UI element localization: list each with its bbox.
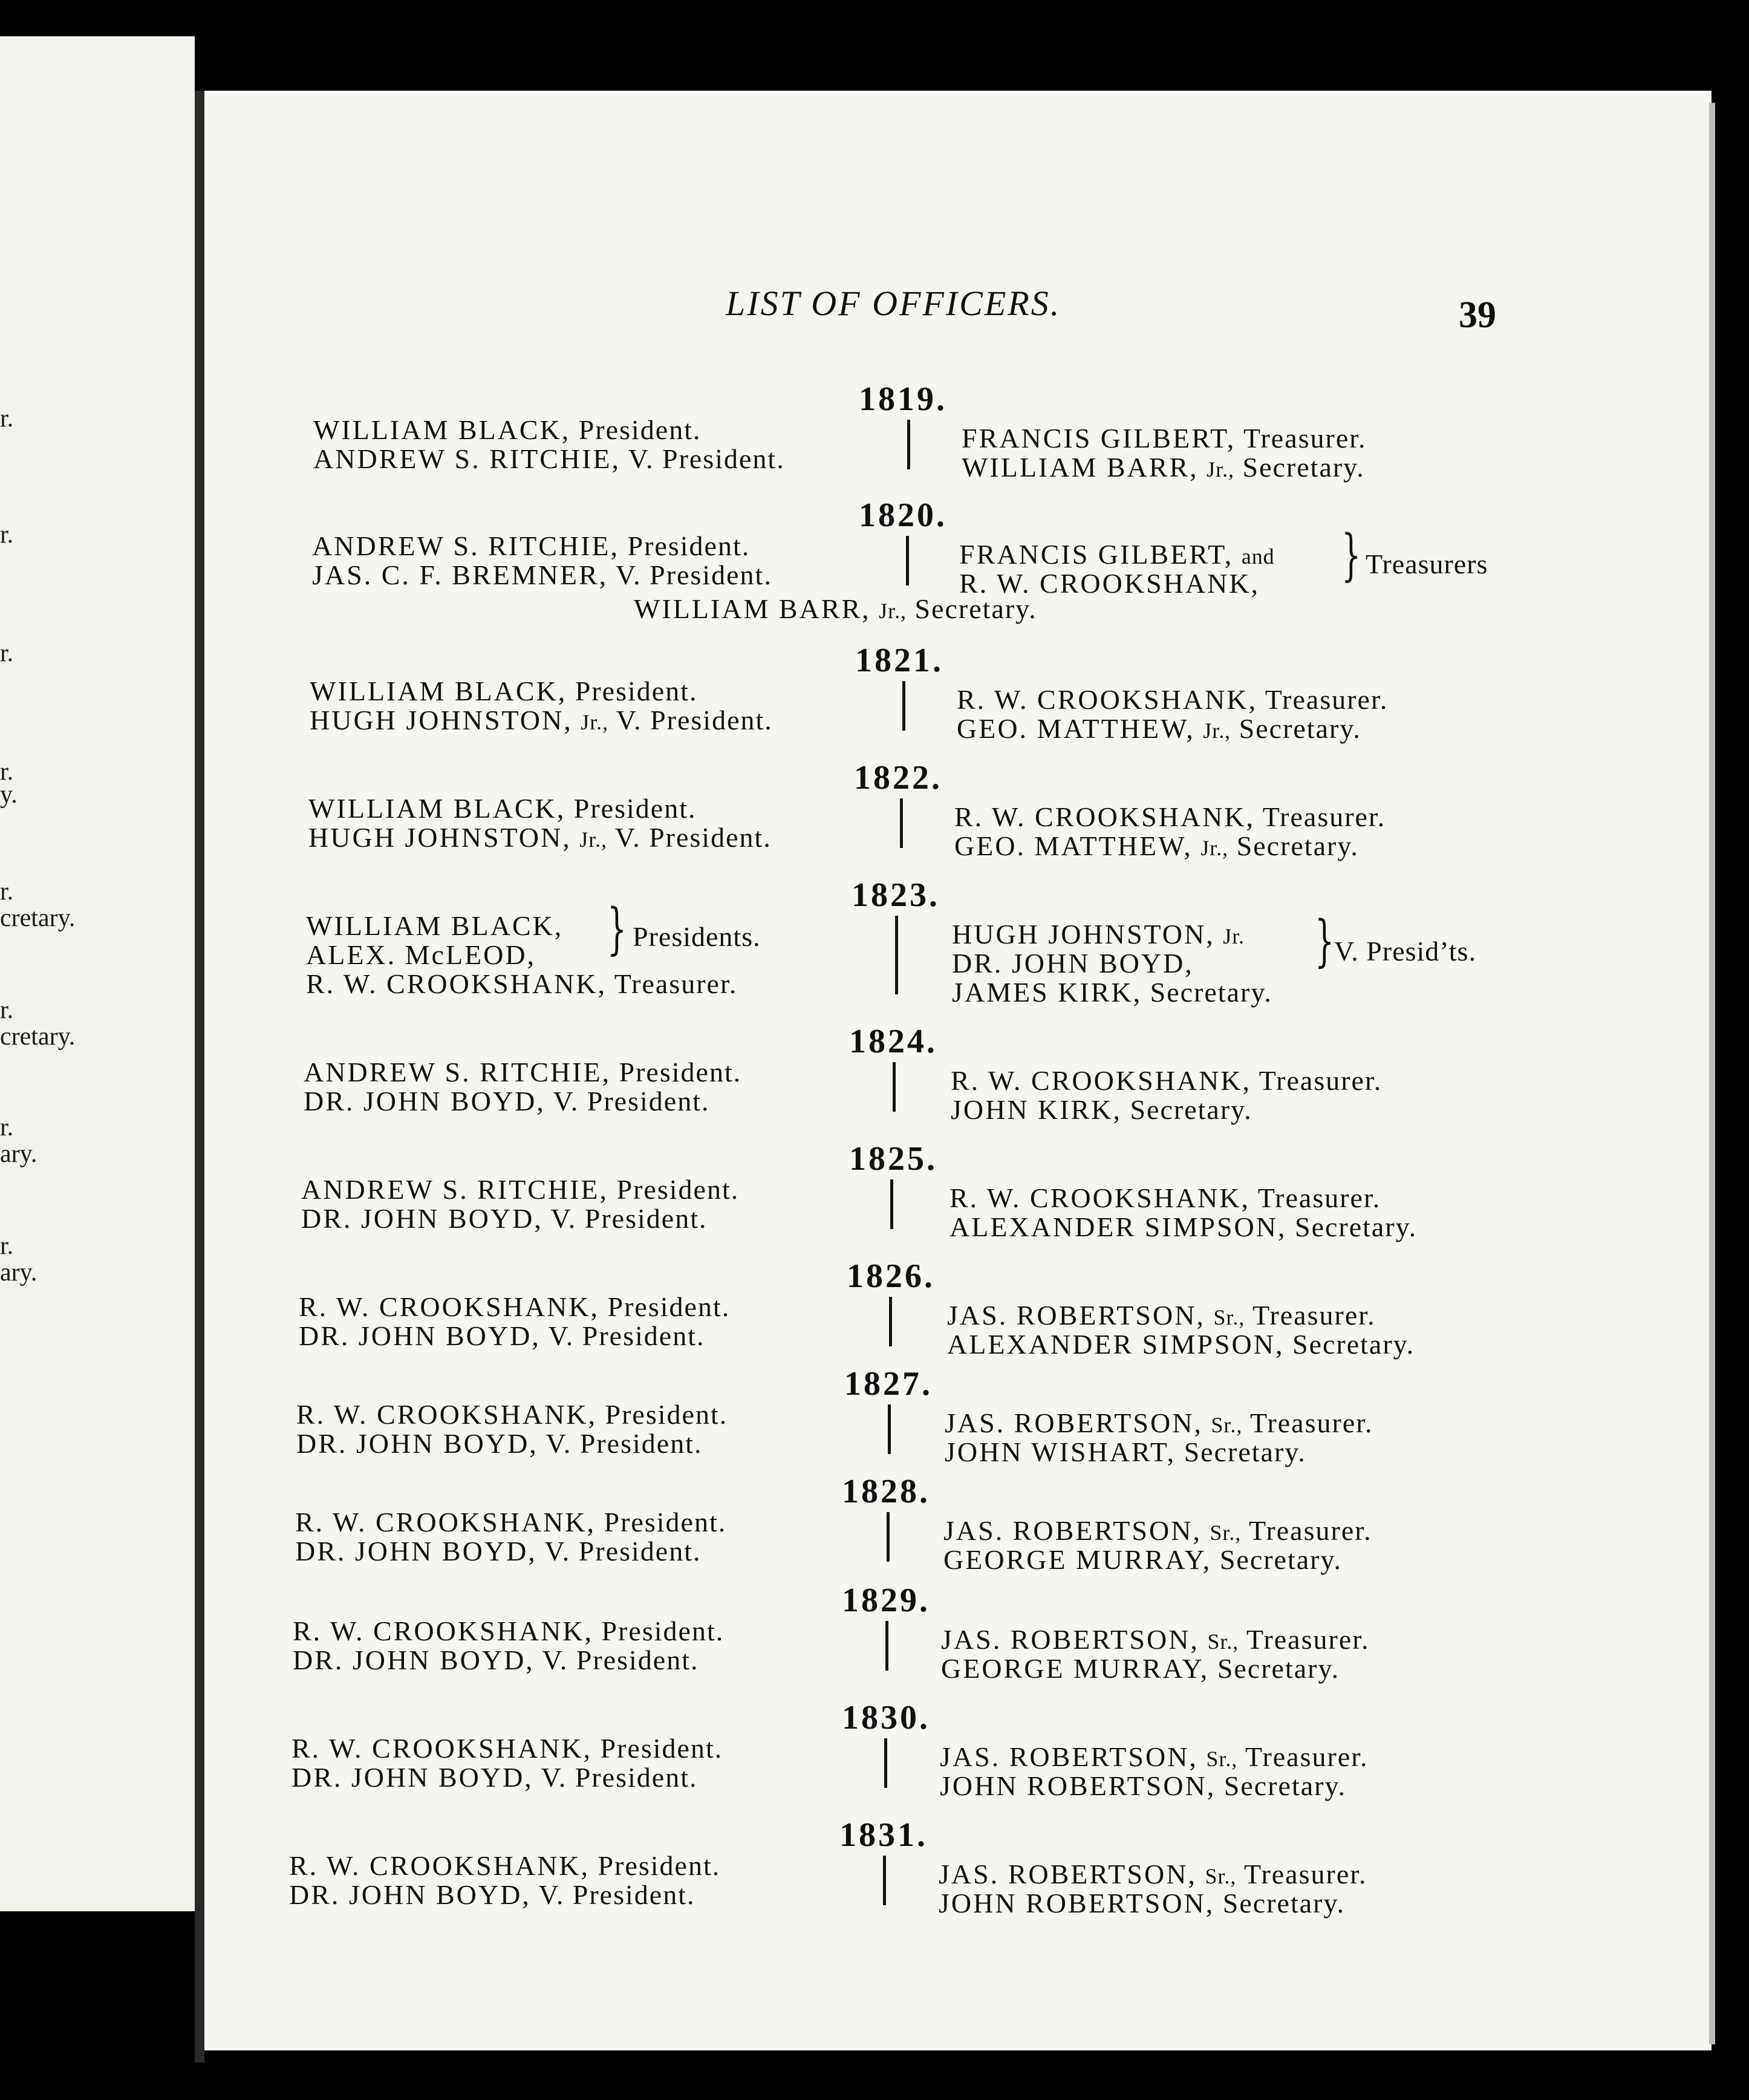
officer-name: DR. JOHN BOYD, xyxy=(301,1203,543,1234)
officer-line xyxy=(308,792,696,824)
officer-line xyxy=(940,1770,1346,1802)
officer-role: Treasurer. xyxy=(1246,1624,1370,1655)
name-suffix: Sr., xyxy=(1211,1413,1243,1437)
officer-line xyxy=(306,910,563,942)
officer-line xyxy=(296,1398,728,1430)
officer-name: JAS. ROBERTSON, xyxy=(941,1624,1199,1655)
officer-name: R. W. CROOKSHANK, xyxy=(949,1182,1251,1213)
officer-role: President. xyxy=(578,414,702,445)
officer-role: V. President. xyxy=(615,559,772,590)
officer-role: President. xyxy=(607,1291,731,1322)
officer-line xyxy=(289,1850,720,1882)
brace-icon: } xyxy=(1341,523,1361,587)
officer-name: ANDREW S. RITCHIE, xyxy=(312,530,620,561)
officer-name: DR. JOHN BOYD, xyxy=(295,1536,537,1567)
left-fragment: r. xyxy=(0,1114,14,1141)
officer-name: GEO. MATTHEW, xyxy=(957,713,1195,744)
officer-line xyxy=(292,1732,723,1764)
brace-label: Treasurers xyxy=(1366,549,1488,579)
officer-name: JAS. ROBERTSON, xyxy=(940,1741,1198,1772)
officer-line xyxy=(945,1436,1306,1468)
year-heading: 1829. xyxy=(842,1582,930,1619)
officer-line xyxy=(313,414,701,446)
officer-name: R. W. CROOKSHANK, xyxy=(299,1291,600,1322)
officer-name: WILLIAM BLACK, xyxy=(306,910,564,941)
running-title: LIST OF OFFICERS. xyxy=(726,284,1061,323)
officer-role: V. President. xyxy=(538,1879,695,1910)
officer-line xyxy=(293,1644,699,1676)
column-divider xyxy=(893,1062,896,1112)
officer-line xyxy=(954,830,1359,862)
page-number: 39 xyxy=(1459,295,1496,336)
officer-name: JAS. ROBERTSON, xyxy=(943,1515,1202,1546)
column-divider xyxy=(902,681,905,731)
officer-line xyxy=(289,1879,695,1911)
officer-line xyxy=(310,704,773,736)
officer-name: ALEXANDER SIMPSON, xyxy=(947,1329,1285,1360)
officer-name: JAS. C. F. BREMNER, xyxy=(312,559,608,590)
officer-name: JOHN ROBERTSON, xyxy=(939,1888,1215,1919)
year-heading: 1825. xyxy=(849,1140,937,1178)
name-suffix: Sr., xyxy=(1213,1305,1245,1329)
officer-line xyxy=(947,1328,1415,1360)
year-heading: 1826. xyxy=(847,1257,935,1295)
officer-role: Secretary. xyxy=(914,593,1037,624)
officer-role: President. xyxy=(605,1399,728,1430)
officer-line xyxy=(962,451,1365,483)
officer-line xyxy=(295,1506,726,1538)
officer-line xyxy=(943,1515,1372,1547)
officer-line xyxy=(293,1615,724,1647)
officer-role: President. xyxy=(616,1174,740,1205)
left-fragment: cretary. xyxy=(0,904,76,932)
name-suffix: Sr., xyxy=(1207,1629,1239,1654)
brace-icon: } xyxy=(1315,908,1335,973)
officer-name: WILLIAM BLACK, xyxy=(308,793,566,824)
officer-name: JAMES KIRK, xyxy=(952,977,1142,1008)
officer-role: President. xyxy=(604,1507,727,1538)
year-heading: 1819. xyxy=(859,380,947,418)
officer-line xyxy=(947,1299,1376,1331)
name-suffix: Sr., xyxy=(1205,1864,1237,1888)
officer-role: Secretary. xyxy=(1294,1211,1418,1242)
officer-line xyxy=(951,1065,1382,1097)
officer-name: R. W. CROOKSHANK, xyxy=(959,568,1260,599)
officer-name: JOHN KIRK, xyxy=(951,1094,1122,1125)
officer-name: R. W. CROOKSHANK, xyxy=(293,1616,594,1646)
column-divider xyxy=(895,916,898,994)
officer-role: Secretary. xyxy=(1219,1544,1342,1575)
year-heading: 1831. xyxy=(839,1816,928,1854)
officer-line xyxy=(952,976,1272,1008)
column-divider xyxy=(907,420,910,469)
officer-name: ANDREW S. RITCHIE, xyxy=(304,1057,611,1088)
officer-line xyxy=(312,530,750,562)
officer-name: ALEXANDER SIMPSON, xyxy=(949,1211,1287,1242)
officer-role: V. President. xyxy=(550,1203,708,1234)
officer-name: GEORGE MURRAY, xyxy=(941,1653,1210,1684)
officer-name: DR. JOHN BOYD, xyxy=(296,1428,538,1459)
column-divider xyxy=(884,1738,887,1788)
officer-role: Treasurer. xyxy=(1243,1859,1367,1890)
page-edge xyxy=(1709,103,1715,2044)
officer-role: Secretary. xyxy=(1223,1770,1346,1801)
brace-icon: } xyxy=(607,896,627,961)
year-heading: 1821. xyxy=(855,642,943,679)
previous-page-fragment xyxy=(0,36,195,1911)
officer-role: V. President. xyxy=(553,1086,710,1117)
officer-line xyxy=(310,675,697,707)
officer-line xyxy=(299,1320,705,1352)
officer-role: Treasurer. xyxy=(614,968,738,999)
officer-role: Secretary. xyxy=(1150,977,1272,1008)
officer-line xyxy=(939,1858,1367,1890)
year-heading: 1828. xyxy=(842,1473,930,1510)
officer-line xyxy=(941,1623,1370,1655)
officer-role: President. xyxy=(627,530,751,561)
conjunction: and xyxy=(1241,544,1275,569)
officer-name: JAS. ROBERTSON, xyxy=(947,1300,1205,1331)
officer-role: V. President. xyxy=(616,705,773,735)
book-gutter xyxy=(195,91,204,2062)
officer-name: JOHN WISHART, xyxy=(945,1436,1176,1467)
column-divider xyxy=(890,1179,893,1229)
officer-line xyxy=(306,968,737,1000)
left-fragment: ary. xyxy=(0,1140,37,1168)
officer-role: Secretary. xyxy=(1292,1329,1415,1360)
name-suffix: Sr., xyxy=(1210,1521,1242,1545)
officer-role: Secretary. xyxy=(1236,830,1359,861)
name-suffix: Sr., xyxy=(1206,1747,1238,1771)
officer-line xyxy=(634,593,1037,625)
officer-role: Treasurer. xyxy=(1252,1300,1376,1331)
officer-role: President. xyxy=(575,676,698,706)
name-suffix: Jr. xyxy=(1223,924,1245,948)
officer-role: V. President. xyxy=(541,1762,698,1793)
officer-line xyxy=(941,1652,1340,1684)
officer-name: R. W. CROOKSHANK, xyxy=(292,1733,593,1764)
officer-role: V. President. xyxy=(628,443,785,474)
officer-name: JAS. ROBERTSON, xyxy=(945,1407,1203,1438)
officer-role: President. xyxy=(598,1850,721,1881)
year-heading: 1830. xyxy=(842,1699,930,1736)
officer-name: R. W. CROOKSHANK, xyxy=(295,1507,596,1538)
column-divider xyxy=(887,1512,890,1562)
year-heading: 1823. xyxy=(852,876,940,914)
officer-line xyxy=(962,422,1367,454)
officer-line xyxy=(940,1741,1369,1773)
officer-line xyxy=(952,918,1245,950)
officer-role: Treasurer. xyxy=(1265,684,1389,715)
officer-line xyxy=(306,939,536,971)
officer-name: WILLIAM BLACK, xyxy=(310,676,567,706)
officer-name: WILLIAM BARR, xyxy=(634,593,871,624)
left-fragment: y. xyxy=(0,781,18,809)
officer-name: ALEX. McLEOD, xyxy=(306,939,536,970)
officer-name: DR. JOHN BOYD, xyxy=(299,1320,541,1351)
officer-name: ANDREW S. RITCHIE, xyxy=(301,1174,609,1205)
brace-label: V. Presid’ts. xyxy=(1334,936,1476,967)
officer-role: V. President. xyxy=(546,1428,703,1459)
officer-line xyxy=(313,443,785,475)
column-divider xyxy=(883,1856,886,1905)
officer-name: R. W. CROOKSHANK, xyxy=(954,801,1256,832)
year-heading: 1824. xyxy=(849,1023,937,1060)
year-heading: 1820. xyxy=(859,497,947,534)
officer-name: FRANCIS GILBERT, xyxy=(962,423,1236,454)
officer-name: R. W. CROOKSHANK, xyxy=(306,968,607,999)
officer-line xyxy=(951,1094,1252,1126)
officer-role: Secretary. xyxy=(1184,1436,1306,1467)
officer-name: R. W. CROOKSHANK, xyxy=(957,684,1258,715)
name-suffix: Jr., xyxy=(1200,836,1229,860)
name-suffix: Jr., xyxy=(1203,719,1231,743)
officer-name: JOHN ROBERTSON, xyxy=(940,1770,1216,1801)
name-suffix: Jr., xyxy=(879,599,907,623)
column-divider xyxy=(885,1621,888,1671)
officer-line xyxy=(308,821,772,853)
officer-role: President. xyxy=(601,1616,725,1646)
officer-role: Secretary. xyxy=(1242,452,1365,483)
name-suffix: Jr., xyxy=(1207,457,1235,481)
officer-name: R. W. CROOKSHANK, xyxy=(296,1399,598,1430)
officer-line xyxy=(959,538,1275,570)
officer-name: GEORGE MURRAY, xyxy=(943,1544,1212,1575)
officer-name: WILLIAM BARR, xyxy=(962,452,1199,483)
officer-line xyxy=(945,1407,1373,1439)
left-fragment: r. xyxy=(0,521,14,549)
officer-role: Treasurer. xyxy=(1262,801,1386,832)
officer-role: Secretary. xyxy=(1130,1094,1252,1125)
year-heading: 1827. xyxy=(844,1365,933,1403)
officer-line xyxy=(957,683,1388,716)
officer-role: Secretary. xyxy=(1222,1888,1345,1919)
officer-role: Secretary. xyxy=(1217,1653,1340,1684)
officer-line xyxy=(301,1202,707,1234)
officer-role: President. xyxy=(600,1733,723,1764)
left-fragment: r. xyxy=(0,758,14,786)
officer-role: V. President. xyxy=(614,822,772,853)
officer-line xyxy=(943,1544,1342,1576)
left-fragment: cretary. xyxy=(0,1023,76,1051)
officer-name: DR. JOHN BOYD, xyxy=(289,1879,531,1910)
officer-role: Treasurer. xyxy=(1248,1515,1372,1546)
officer-line xyxy=(299,1291,730,1323)
officer-role: V. President. xyxy=(544,1536,702,1567)
column-divider xyxy=(906,536,909,585)
left-fragment: r. xyxy=(0,1232,14,1260)
officer-name: HUGH JOHNSTON, xyxy=(308,822,572,853)
officer-name: FRANCIS GILBERT, xyxy=(959,539,1234,570)
officer-line xyxy=(957,712,1361,745)
officer-role: Treasurer. xyxy=(1243,423,1367,454)
officer-line xyxy=(292,1761,697,1793)
officer-line xyxy=(954,801,1386,833)
officer-name: DR. JOHN BOYD, xyxy=(304,1086,546,1117)
officer-line xyxy=(949,1211,1417,1243)
column-divider xyxy=(888,1404,891,1454)
left-fragment: r. xyxy=(0,405,14,432)
officer-name: JAS. ROBERTSON, xyxy=(939,1859,1197,1890)
officer-name: DR. JOHN BOYD, xyxy=(292,1762,533,1793)
name-suffix: Jr., xyxy=(579,827,608,852)
column-divider xyxy=(900,798,903,848)
left-fragment: r. xyxy=(0,996,14,1024)
officer-line xyxy=(295,1535,701,1567)
officer-role: Treasurer. xyxy=(1257,1182,1381,1213)
officer-name: R. W. CROOKSHANK, xyxy=(951,1065,1252,1096)
name-suffix: Jr., xyxy=(581,710,609,734)
officer-line xyxy=(312,559,772,591)
officer-name: HUGH JOHNSTON, xyxy=(952,919,1215,950)
year-heading: 1822. xyxy=(854,759,942,797)
officer-line xyxy=(301,1173,739,1205)
officer-role: V. President. xyxy=(542,1645,699,1675)
brace-label: Presidents. xyxy=(633,921,761,952)
officer-name: DR. JOHN BOYD, xyxy=(293,1645,535,1675)
officer-name: R. W. CROOKSHANK, xyxy=(289,1850,590,1881)
left-fragment: ary. xyxy=(0,1259,37,1286)
officer-role: President. xyxy=(573,793,697,824)
officer-role: V. President. xyxy=(548,1320,705,1351)
officer-role: Treasurer. xyxy=(1249,1407,1373,1438)
column-divider xyxy=(889,1297,892,1346)
officer-name: ANDREW S. RITCHIE, xyxy=(313,443,621,474)
officer-line xyxy=(939,1887,1345,1919)
officer-name: GEO. MATTHEW, xyxy=(954,830,1193,861)
officer-role: Treasurer. xyxy=(1259,1065,1383,1096)
officer-role: Secretary. xyxy=(1239,713,1361,744)
left-fragment: r. xyxy=(0,878,14,905)
officer-line xyxy=(952,947,1194,979)
officer-line xyxy=(304,1056,741,1088)
left-fragment: r. xyxy=(0,639,14,667)
officer-name: HUGH JOHNSTON, xyxy=(310,705,573,735)
officer-role: President. xyxy=(619,1057,742,1088)
officer-line xyxy=(949,1182,1381,1214)
officer-line xyxy=(304,1085,709,1117)
officer-name: DR. JOHN BOYD, xyxy=(952,948,1194,979)
officer-name: WILLIAM BLACK, xyxy=(313,414,571,445)
officer-line xyxy=(296,1427,702,1459)
officer-role: Treasurer. xyxy=(1245,1741,1369,1772)
